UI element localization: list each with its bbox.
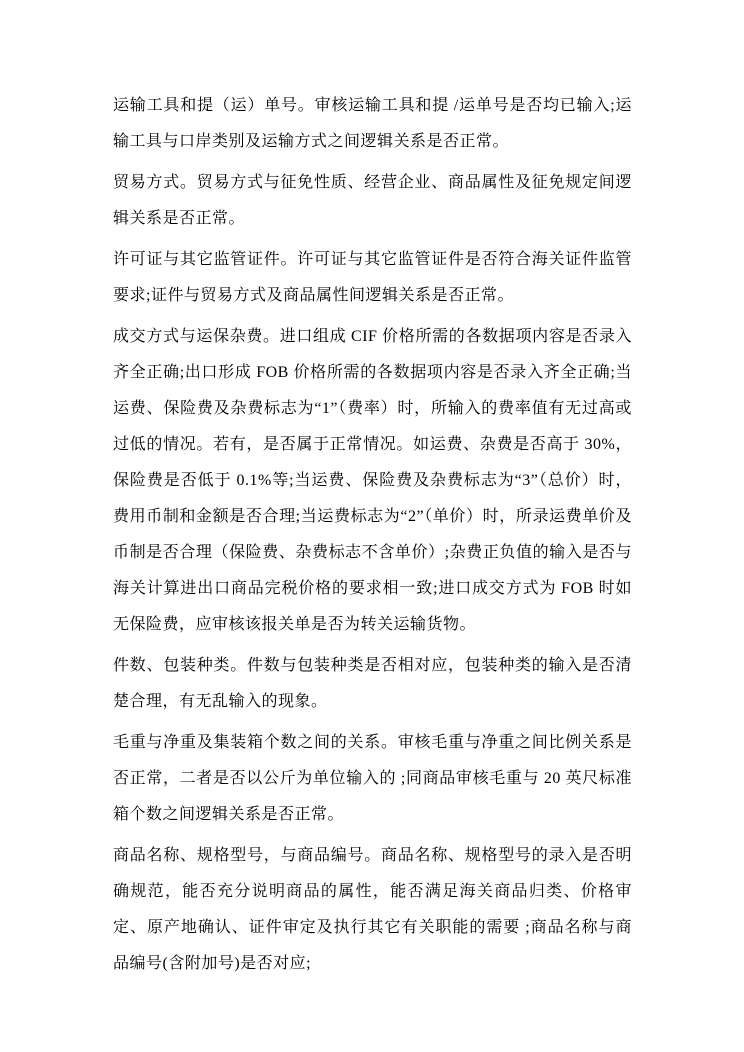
- paragraph-goods-name-spec-code: 商品名称、规格型号，与商品编号。商品名称、规格型号的录入是否明确规范，能否充分说明商品的属性，能否满足海关商品归类、价格审定、原产地确认、证件审定及执行其它有关职能的需要 ;商品名称与商品编号(含附加号)是否对应;: [113, 847, 632, 972]
- paragraph-package-count-type: 件数、包装种类。件数与包装种类是否相对应，包装种类的输入是否清楚合理，有无乱输入的现象。: [113, 657, 632, 710]
- paragraph-trade-mode: 贸易方式。贸易方式与征免性质、经营企业、商品属性及征免规定间逻辑关系是否正常。: [113, 174, 632, 227]
- paragraph-license-supervision-docs: 许可证与其它监管证件。许可证与其它监管证件是否符合海关证件监管要求;证件与贸易方式及商品属性间逻辑关系是否正常。: [113, 251, 632, 304]
- document-content: [113, 88, 632, 987]
- paragraph-transport-doc-number: 运输工具和提（运）单号。审核运输工具和提 /运单号是否均已输入;运输工具与口岸类别及运输方式之间逻辑关系是否正常。: [113, 97, 632, 150]
- paragraph-gross-net-weight-containers: 毛重与净重及集装箱个数之间的关系。审核毛重与净重之间比例关系是否正常，二者是否以公斤为单位输入的 ;同商品审核毛重与 20 英尺标准箱个数之间逻辑关系是否正常。: [113, 734, 632, 823]
- paragraph-transaction-terms-freight-fees: 成交方式与运保杂费。进口组成 CIF 价格所需的各数据项内容是否录入齐全正确;出口形成 FOB 价格所需的各数据项内容是否录入齐全正确;当运费、保险费及杂费标志为“1”（费率）时，所输入的费率值有无过高或过低的情况。若有，是否属于正常情况。如运费、杂费是否高于 30%，保险费是否低于 0.1%等;当运费、保险费及杂费标志为“3”（总价）时，费用币制和金额是否合理;当运费标志为“2”（单价）时，所录运费单价及币制是否合理（保险费、杂费标志不含单价）;杂费正负值的输入是否与海关计算进出口商品完税价格的要求相一致;进口成交方式为 FOB 时如无保险费，应审核该报关单是否为转关运输货物。: [113, 328, 632, 633]
